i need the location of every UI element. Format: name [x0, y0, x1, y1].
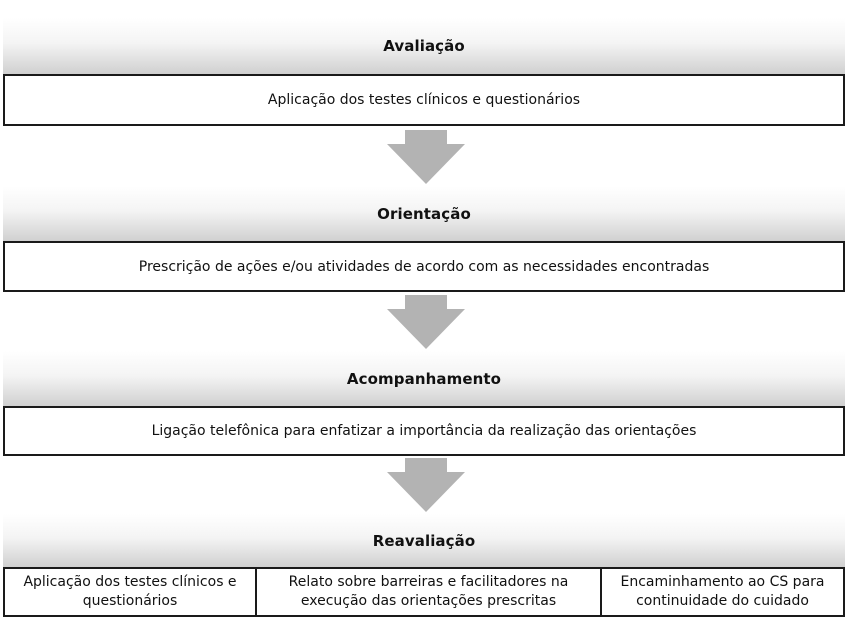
stage-2-detail: Prescrição de ações e/ou atividades de acordo com as necessidades encontradas: [138, 258, 710, 275]
stage-4-detail-2: Relato sobre barreiras e facilitadores na execução das orientações prescritas: [255, 567, 602, 617]
stage-4-detail-3: Encaminhamento ao CS para continuidade do cuidado: [600, 567, 845, 617]
stage-3-detail-box: [3, 406, 845, 456]
stage-1-detail-box: [3, 74, 845, 126]
stage-3-title: Acompanhamento: [346, 369, 502, 388]
stage-3-detail: Ligação telefônica para enfatizar a importância da realização das orientações: [151, 423, 697, 439]
stage-2-header: [3, 186, 845, 241]
stage-1-title: Avaliação: [383, 37, 465, 55]
down-arrow-icon: [385, 295, 467, 351]
down-arrow-icon: [385, 458, 467, 514]
stage-4-title: Reavaliação: [372, 531, 476, 550]
stage-1-header: [3, 18, 845, 74]
stage-1-detail: Aplicação dos testes clínicos e questionários: [267, 92, 581, 108]
stage-4-header: [3, 514, 845, 567]
stage-4-detail-1: Aplicação dos testes clínicos e questionários: [3, 567, 257, 617]
stage-2-detail-box: [3, 241, 845, 292]
down-arrow-icon: [385, 130, 467, 186]
stage-2-title: Orientação: [377, 204, 471, 223]
stage-4-detail-row: [3, 567, 845, 617]
stage-3-header: [3, 351, 845, 406]
